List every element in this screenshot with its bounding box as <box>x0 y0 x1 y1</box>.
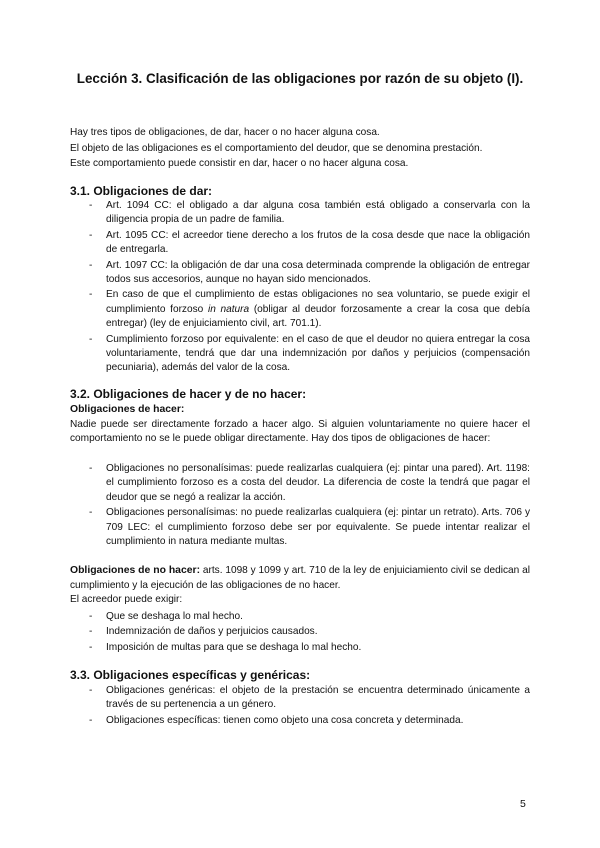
list-exigir <box>70 610 530 656</box>
list-item: - Obligaciones no personalísimas: puede realizarlas cualquiera (ej: pintar una pared). Art. 1198: el cumplimiento forzoso es a costa del deudor. La diferencia de coste la tendrá que pagar el deudor que se negó a realizar la acción. <box>70 462 530 505</box>
no-hacer-text: arts. 1098 y 1099 y art. 710 de la ley de enjuiciamiento civil se dedican al cumplimiento y la ejecución de las obligaciones de no hacer. <box>70 565 530 591</box>
subheading-no-hacer: Obligaciones de no hacer: <box>70 565 201 576</box>
list-obligaciones-dar <box>70 199 530 377</box>
item-text: (obligar al deudor forzosamente a crear la cosa que debía entregar) (ley de enjuiciamiento civil, art. 701.1). <box>106 303 530 330</box>
list-item: - Obligaciones personalísimas: no puede realizarlas cualquiera (ej: pintar un retrato). Arts. 706 y 709 LEC: el cumplimiento forzoso debe ser por equivalente. Se puede intentar realizar el cumplimiento in natura mediante multas. <box>70 506 530 549</box>
intro-paragraph <box>70 125 530 172</box>
list-item: - Obligaciones genéricas: el objeto de la prestación se encuentra determinado únicamente a través de su pertenencia a un género. <box>70 684 530 713</box>
section-heading-dar: 3.1. Obligaciones de dar: <box>70 184 213 198</box>
list-especificas-genericas <box>70 684 530 729</box>
subheading-hacer: Obligaciones de hacer: <box>70 404 185 415</box>
no-hacer-block <box>70 564 530 608</box>
page-number: 5 <box>520 798 526 810</box>
list-item: - Indemnización de daños y perjuicios causados. <box>70 625 530 639</box>
hacer-block <box>70 403 530 447</box>
intro-line: Este comportamiento puede consistir en dar, hacer o no hacer alguna cosa. <box>70 158 409 169</box>
italic-term: in natura <box>207 303 250 315</box>
list-item: - Art. 1094 CC: el obligado a dar alguna cosa también está obligado a conservarla con la diligencia propia de un padre de familia. <box>70 199 530 228</box>
item-text: En caso de que el cumplimiento de estas obligaciones no sea voluntario, se puede exigir el cumplimiento forzoso <box>106 289 530 315</box>
section-heading-hacer: 3.2. Obligaciones de hacer y de no hacer: <box>70 387 307 401</box>
no-hacer-paragraph <box>70 564 530 593</box>
list-obligaciones-hacer <box>70 462 530 550</box>
page-title: Lección 3. Clasificación de las obligaciones por razón de su objeto (I). <box>76 71 524 86</box>
list-item: - Obligaciones específicas: tienen como objeto una cosa concreta y determinada. <box>70 714 530 728</box>
hacer-paragraph: Nadie puede ser directamente forzado a hacer algo. Si alguien voluntariamente no quiere hacer el comportamiento no se le puede obligar directamente. Hay dos tipos de obligaciones de hacer: <box>70 418 530 445</box>
intro-line: Hay tres tipos de obligaciones, de dar, hacer o no hacer alguna cosa. <box>70 127 380 138</box>
list-item: - Cumplimiento forzoso por equivalente: en el caso de que el deudor no quiera entregar la cosa voluntariamente, tendrá que dar una indemnización por daños y perjuicios (compensación pecuniaria), además del valor de la cosa. <box>70 333 530 376</box>
list-item: - Que se deshaga lo mal hecho. <box>70 610 530 624</box>
intro-line: El objeto de las obligaciones es el comportamiento del deudor, que se denomina prestación. <box>70 142 483 154</box>
list-item <box>70 288 530 331</box>
exigir-label: El acreedor puede exigir: <box>70 594 183 606</box>
list-item: - Imposición de multas para que se deshaga lo mal hecho. <box>70 641 530 655</box>
section-heading-especificas: 3.3. Obligaciones específicas y genéricas: <box>70 668 311 682</box>
list-item: - Art. 1097 CC: la obligación de dar una cosa determinada comprende la obligación de entregar todos sus accesorios, aunque no hayan sido mencionados. <box>70 259 530 288</box>
list-item: - Art. 1095 CC: el acreedor tiene derecho a los frutos de la cosa desde que nace la obligación de entregarla. <box>70 229 530 258</box>
